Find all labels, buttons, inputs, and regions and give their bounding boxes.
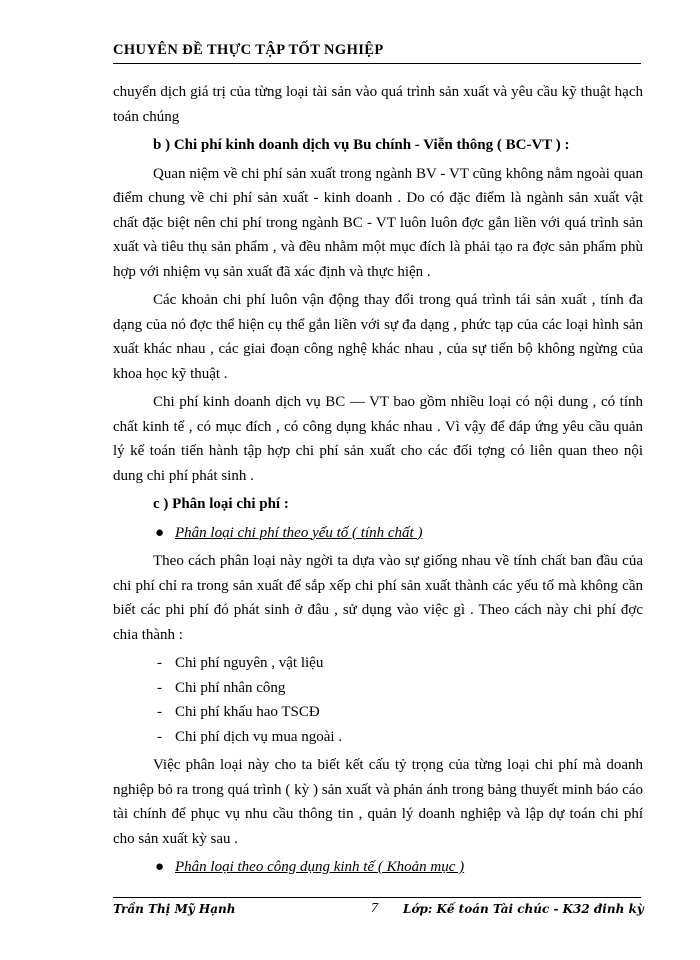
paragraph-2: Các khoản chi phí luôn vận động thay đổi trong quá trình tái sản xuất , tính đa dạng của nó đợc thể hiện cụ thể gắn liền với sự đa dạng , phức tạp của các loại hình sản xuất khác nhau , các giai đoạn công nghệ khác nhau , của sự tiến bộ không ngừng của khoa học kỹ thuật . [113,292,643,382]
paragraph-1: Quan niệm về chi phí sản xuất trong ngành BV - VT cũng không nằm ngoài quan điểm chung về chi phí sản xuất - kinh doanh . Do có đặc điểm là ngành sản xuất vật chất đặc biệt nên chi phí trong ngành BC - VT luôn luôn đợc gắn liền với quá trình sản xuất và tiêu thụ sản phẩm , và đều nhằm một mục đích là phải tạo ra đợc sản phẩm phù hợp với nhiệm vụ sản xuất đã xác định và thực hiện . [113,165,643,280]
dash-icon: - [157,679,162,696]
footer-class: Lớp: Kế toán Tài chúc - K32 đinh kỳ [403,902,644,916]
page-number: 7 [371,901,378,916]
page-footer [113,902,643,924]
bullet-item-2 [113,855,643,880]
bullet-item-1 [113,521,643,546]
list-item [113,700,643,725]
list-item [113,725,643,750]
header-divider [113,63,641,64]
footer-author: Trần Thị Mỹ Hạnh [113,902,236,916]
section-heading-b: b ) Chi phí kinh doanh dịch vụ Bu chính - Viễn thông ( BC-VT ) : [153,137,570,153]
paragraph-4: Theo cách phân loại này ngời ta dựa vào sự giống nhau về tính chất ban đầu của chi phí chỉ ra trong sản xuất để sắp xếp chi phí sản xuất thành các yếu tố mà không cần biết các phi phí đó phát sinh ở đâu , sử dụng vào việc gì . Theo cách này chi phí đợc chia thành : [113,553,643,643]
list-item [113,651,643,676]
dash-icon: - [157,728,162,745]
dash-icon: - [157,704,162,720]
paragraph-5: Việc phân loại này cho ta biết kết cấu tỷ trọng của từng loại chi phí mà doanh nghiệp bỏ ra trong quá trình ( kỳ ) sản xuất và phản ánh trong bảng thuyết minh báo cáo tài chính để phục vụ nhu cầu thông tin , quản lý doanh nghiệp và lập dự toán chi phí cho sản xuất kỳ sau . [113,757,643,847]
footer-divider [113,897,641,898]
bullet-item-2-text: Phân loại theo công dụng kinh tế ( Khoản mục ) [175,859,465,875]
list-item-text: Chi phí dịch vụ mua ngoài . [175,728,343,745]
bullet-icon: ● [155,524,165,541]
paragraph-continuation: chuyển dịch giá trị của từng loại tài sản vào quá trình sản xuất và yêu cầu kỹ thuật hạch toán chúng [113,84,643,125]
page-header-title: CHUYÊN ĐỀ THỰC TẬP TỐT NGHIỆP [113,42,384,58]
bullet-item-1-text: Phân loại chi phí theo yếu tố ( tính chất ) [175,524,423,541]
section-heading-c: c ) Phân loại chi phí : [153,496,289,512]
document-body [113,80,643,880]
list-item-text: Chi phí nguyên , vật liệu [175,655,324,671]
bullet-icon: ● [155,859,165,875]
list-item-text: Chi phí nhân công [175,679,286,696]
list-item [113,676,643,701]
paragraph-3: Chi phí kinh doanh dịch vụ BC — VT bao gồm nhiều loại có nội dung , có tính chất kinh tế , có mục đích , có công dụng khác nhau . Vì vậy để đáp ứng yêu cầu quản lý kế toán tiến hành tập hợp chi phí sản xuất cho các đối tợng có liên quan theo nội dung chi phí phát sinh . [113,394,643,484]
list-item-text: Chi phí khấu hao TSCĐ [175,704,320,720]
dash-icon: - [157,655,162,671]
